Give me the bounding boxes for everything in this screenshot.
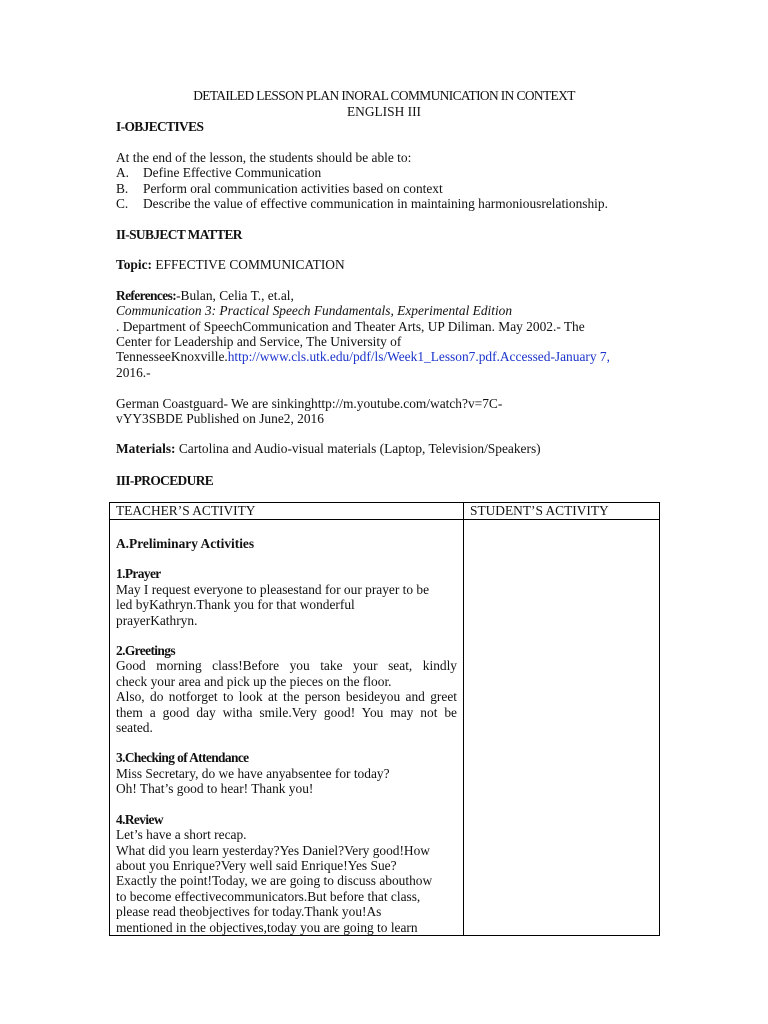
reference-line: 2016.- <box>116 365 151 380</box>
reference-line <box>116 349 610 364</box>
prayer-title: 1.Prayer <box>116 566 161 582</box>
objective-item <box>116 181 443 196</box>
greetings-text: Good morning class!Before you take your seat, kindly <box>116 658 457 674</box>
section-title: A.Preliminary Activities <box>116 536 255 551</box>
greetings-text: seated. <box>116 720 153 736</box>
prayer-text: prayerKathryn. <box>116 612 198 628</box>
greetings-text: check your area and pick up the pieces on the floor. <box>116 673 392 689</box>
prayer-text: May I request everyone to pleasestand for our prayer to be <box>116 581 430 597</box>
materials-label: Materials: <box>116 441 176 456</box>
objective-marker: A. <box>116 165 130 180</box>
review-text: please read theobjectives for today.Thank you!As <box>116 904 382 920</box>
teacher-activity-header: TEACHER’S ACTIVITY <box>110 503 464 520</box>
materials-value: Cartolina and Audio-visual materials (Laptop, Television/Speakers) <box>175 441 541 456</box>
reference-book-title: Communication 3: Practical Speech Fundamentals, Experimental Edition <box>116 303 513 318</box>
student-activity-header: STUDENT’S ACTIVITY <box>464 503 660 520</box>
document-title: DETAILED LESSON PLAN INORAL COMMUNICATION IN CONTEXT <box>193 88 575 103</box>
topic-label: Topic: <box>116 257 152 272</box>
student-activity-cell <box>464 520 660 936</box>
topic-value: EFFECTIVE COMMUNICATION <box>151 257 345 272</box>
attendance-title: 3.Checking of Attendance <box>116 750 249 766</box>
procedure-heading: III-PROCEDURE <box>116 473 214 488</box>
greetings-text: them a good day witha smile.Very good! You may not be <box>116 704 457 720</box>
subject-matter-heading: II-SUBJECT MATTER <box>116 227 242 242</box>
objective-item <box>116 196 608 211</box>
greetings-text: Also, do notforget to look at the person besideyou and greet <box>116 689 457 705</box>
objective-marker: C. <box>116 196 129 211</box>
reference-line: . Department of SpeechCommunication and Theater Arts, UP Diliman. May 2002.- The <box>116 319 585 334</box>
review-text: Let’s have a short recap. <box>116 827 247 843</box>
reference-link[interactable]: http://www.cls.utk.edu/pdf/ls/Week1_Lesson7.pdf.Accessed-January 7, <box>227 349 610 364</box>
teacher-activity-cell <box>110 520 464 936</box>
review-title: 4.Review <box>116 811 163 827</box>
review-text: mentioned in the objectives,today you are going to learn <box>116 919 418 935</box>
video-reference-line: German Coastguard- We are sinkinghttp://m.youtube.com/watch?v=7C- <box>116 396 503 411</box>
greetings-title: 2.Greetings <box>116 643 175 659</box>
objective-item <box>116 165 321 180</box>
review-text: about you Enrique?Very well said Enrique!Yes Sue? <box>116 857 397 873</box>
reference-prefix: TennesseeKnoxville. <box>116 349 228 364</box>
references-line <box>116 288 294 303</box>
procedure-table <box>109 502 660 936</box>
references-value: -Bulan, Celia T., et.al, <box>176 288 294 303</box>
attendance-text: Miss Secretary, do we have anyabsentee for today? <box>116 765 390 781</box>
reference-line: Center for Leadership and Service, The University of <box>116 334 402 349</box>
review-text: Exactly the point!Today, we are going to discuss abouthow <box>116 873 433 889</box>
objectives-heading: I-OBJECTIVES <box>116 119 204 134</box>
video-reference-line: vYY3SBDE Published on June2, 2016 <box>116 411 324 426</box>
table-header-row <box>110 503 660 520</box>
review-text: to become effectivecommunicators.But before that class, <box>116 888 421 904</box>
table-row <box>110 520 660 936</box>
review-text: What did you learn yesterday?Yes Daniel?Very good!How <box>116 842 430 858</box>
objective-text: Describe the value of effective communication in maintaining harmoniousrelationship. <box>143 196 608 211</box>
references-label: References: <box>116 288 177 303</box>
objective-text: Perform oral communication activities based on context <box>143 181 443 196</box>
prayer-text: led byKathryn.Thank you for that wonderful <box>116 597 355 613</box>
document-subtitle: ENGLISH III <box>346 104 421 119</box>
attendance-text: Oh! That’s good to hear! Thank you! <box>116 781 314 797</box>
objectives-intro: At the end of the lesson, the students should be able to: <box>116 150 412 165</box>
objective-marker: B. <box>116 181 129 196</box>
objective-text: Define Effective Communication <box>143 165 322 180</box>
materials-line <box>116 441 541 456</box>
topic-line <box>116 257 345 272</box>
